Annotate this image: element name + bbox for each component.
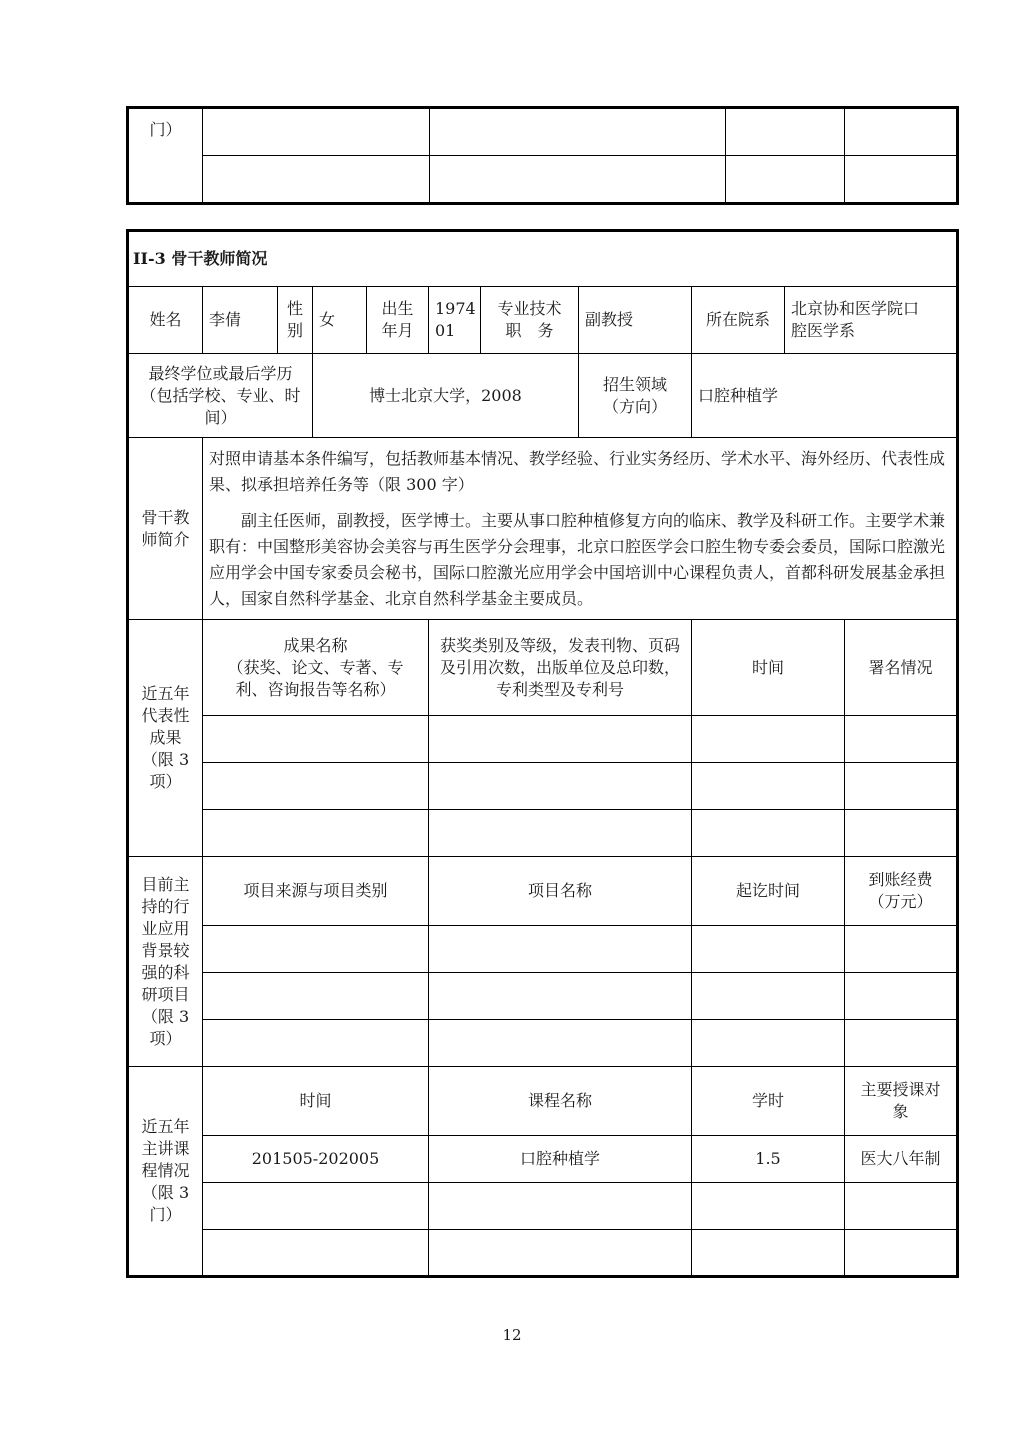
projects-cell (845, 926, 958, 973)
projects-cell (692, 1020, 845, 1067)
gender-value: 女 (313, 287, 367, 354)
fragment-cell (430, 108, 726, 156)
projects-header-source: 项目来源与项目类别 (203, 857, 429, 926)
achievements-cell (692, 810, 845, 857)
projects-header-period: 起讫时间 (692, 857, 845, 926)
fragment-cell (203, 156, 430, 204)
achievements-cell (429, 763, 692, 810)
fragment-cell (430, 156, 726, 204)
projects-cell (845, 1020, 958, 1067)
department-value: 北京协和医学院口 腔医学系 (785, 287, 958, 354)
fragment-cell (203, 108, 430, 156)
page-number: 12 (502, 1326, 522, 1344)
courses-cell (429, 1230, 692, 1277)
projects-header-funding: 到账经费 （万元） (845, 857, 958, 926)
projects-cell (429, 926, 692, 973)
courses-cell (429, 1183, 692, 1230)
birth-value: 1974 01 (429, 287, 481, 354)
title-label: 专业技术 职 务 (481, 287, 579, 354)
fragment-label: 门） (128, 108, 203, 204)
fragment-cell (845, 156, 958, 204)
intro-content (203, 438, 958, 620)
achievements-cell (845, 810, 958, 857)
achievements-cell (845, 763, 958, 810)
projects-cell (429, 973, 692, 1020)
courses-header-hours: 学时 (692, 1067, 845, 1136)
department-label: 所在院系 (692, 287, 785, 354)
projects-cell (203, 1020, 429, 1067)
previous-table-fragment (126, 106, 959, 205)
intro-label: 骨干教 师简介 (128, 438, 203, 620)
achievements-cell (203, 716, 429, 763)
gender-label: 性 别 (278, 287, 313, 354)
degree-label: 最终学位或最后学历 （包括学校、专业、时 间） (128, 354, 313, 438)
courses-cell (692, 1230, 845, 1277)
course-audience: 医大八年制 (845, 1136, 958, 1183)
achievements-cell (845, 716, 958, 763)
key-teacher-profile-table (126, 229, 959, 1278)
courses-header-time: 时间 (203, 1067, 429, 1136)
courses-cell (692, 1183, 845, 1230)
projects-cell (203, 926, 429, 973)
achievements-header-authorship: 署名情况 (845, 620, 958, 716)
fragment-cell (726, 156, 845, 204)
achievements-cell (203, 763, 429, 810)
birth-label: 出生 年月 (367, 287, 429, 354)
name-label: 姓名 (128, 287, 203, 354)
projects-cell (429, 1020, 692, 1067)
course-name: 口腔种植学 (429, 1136, 692, 1183)
projects-label: 目前主 持的行 业应用 背景较 强的科 研项目 （限 3 项） (128, 857, 203, 1067)
projects-cell (845, 973, 958, 1020)
intro-instruction: 对照申请基本条件编写，包括教师基本情况、教学经验、行业实务经历、学术水平、海外经历、代表性成果、拟承担培养任务等（限 300 字） (209, 449, 946, 494)
fragment-cell (845, 108, 958, 156)
projects-header-name: 项目名称 (429, 857, 692, 926)
achievements-header-details: 获奖类别及等级，发表刊物、页码 及引用次数，出版单位及总印数， 专利类型及专利号 (429, 620, 692, 716)
field-label: 招生领域 （方向） (579, 354, 692, 438)
course-time: 201505-202005 (203, 1136, 429, 1183)
course-hours: 1.5 (692, 1136, 845, 1183)
courses-header-audience: 主要授课对 象 (845, 1067, 958, 1136)
achievements-cell (429, 716, 692, 763)
projects-cell (203, 973, 429, 1020)
courses-cell (845, 1230, 958, 1277)
courses-cell (203, 1230, 429, 1277)
field-value: 口腔种植学 (692, 354, 958, 438)
courses-label: 近五年 主讲课 程情况 （限 3 门） (128, 1067, 203, 1277)
intro-body: 副主任医师，副教授，医学博士。主要从事口腔种植修复方向的临床、教学及科研工作。主要学术兼职有：中国整形美容协会美容与再生医学分会理事，北京口腔医学会口腔生物专委会委员，国际口腔激光应用学会中国专家委员会秘书，国际口腔激光应用学会中国培训中心课程负责人，首都科研发展基金承担人，国家自然科学基金、北京自然科学基金主要成员。 (209, 511, 946, 608)
fragment-cell (726, 108, 845, 156)
courses-cell (845, 1183, 958, 1230)
courses-cell (203, 1183, 429, 1230)
projects-cell (692, 926, 845, 973)
projects-cell (692, 973, 845, 1020)
name-value: 李倩 (203, 287, 278, 354)
degree-value: 博士北京大学，2008 (313, 354, 579, 438)
achievements-cell (429, 810, 692, 857)
achievements-cell (203, 810, 429, 857)
achievements-header-time: 时间 (692, 620, 845, 716)
achievements-label: 近五年 代表性 成果 （限 3 项） (128, 620, 203, 857)
courses-header-name: 课程名称 (429, 1067, 692, 1136)
achievements-header-name: 成果名称 （获奖、论文、专著、专 利、咨询报告等名称） (203, 620, 429, 716)
achievements-cell (692, 716, 845, 763)
title-value: 副教授 (579, 287, 692, 354)
achievements-cell (692, 763, 845, 810)
section-title: II-3 骨干教师简况 (128, 231, 958, 287)
